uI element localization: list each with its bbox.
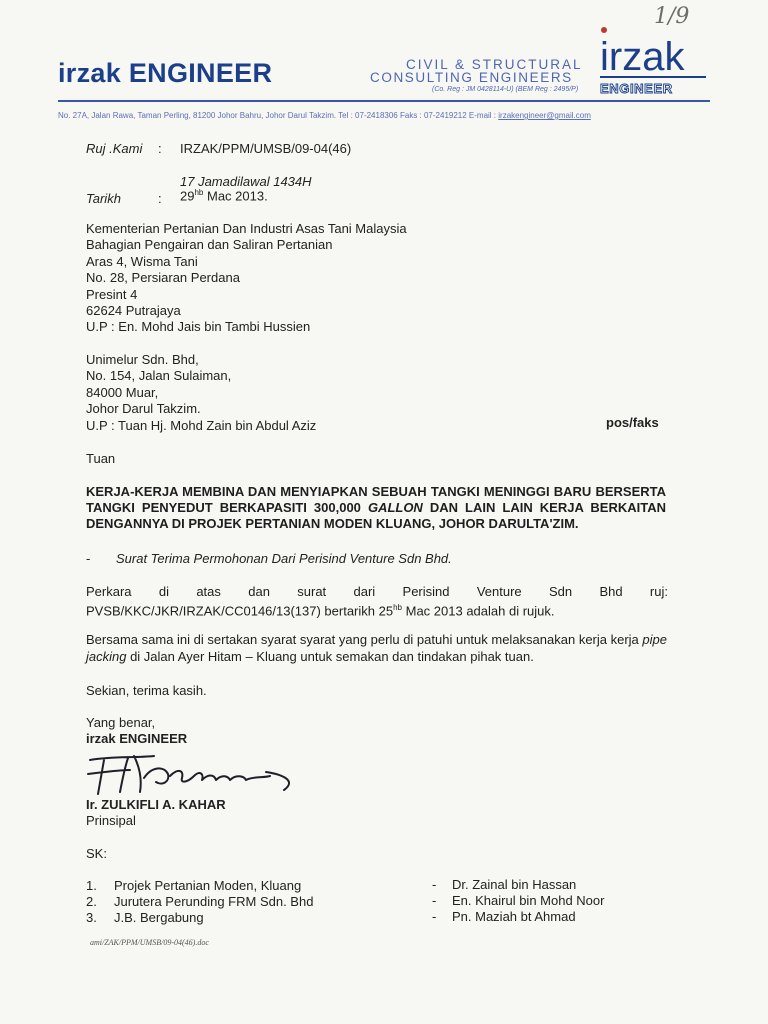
address-line: Presint 4 bbox=[86, 286, 138, 302]
recipient-unimelur bbox=[86, 352, 316, 434]
paragraph-line: PVSB/KKC/JKR/IRZAK/CC0146/13(137) bertarikh $25^{hb}$ Mac 2013 adalah di rujuk. bbox=[86, 603, 555, 619]
cc-item-number: 1. bbox=[86, 878, 97, 893]
letterhead-divider bbox=[58, 100, 710, 102]
cc-label: SK: bbox=[86, 846, 107, 861]
paragraph-line: Perkara di atas dan surat dari Perisind Venture Sdn Bhd ruj: bbox=[86, 584, 668, 599]
logo-text: irzak bbox=[600, 35, 685, 79]
salutation: Tuan bbox=[86, 451, 116, 466]
subject-heading: KERJA-KERJA MEMBINA DAN MENYIAPKAN SEBUAH TANGKI MENINGGI BARU BERSERTA TANGKI PENYEDUT BERKAPASITI 300,000 GALLON DAN LAIN LAIN KERJA BERKAITAN DENGANNYA DI PROJEK PERTANIAN MODEN KLUANG, JOHOR DARULTA'ZIM. bbox=[86, 484, 666, 531]
company-contact: No. 27A, Jalan Rawa, Taman Perling, 81200 Johor Bahru, Johor Darul Takzim. Tel : 07-2418306 Faks : 07-2419212 E-mail : irzakengineer@gmail.com bbox=[58, 111, 591, 120]
address-line: Bahagian Pengairan dan Saliran Pertanian bbox=[86, 237, 333, 253]
address-line: Johor Darul Takzim. bbox=[86, 401, 201, 417]
document-filename: ami/ZAK/PPM/UMSB/09-04(46).doc bbox=[90, 938, 209, 947]
address-line: 84000 Muar, bbox=[86, 384, 159, 400]
date-value: $29^{hb}$ Mac 2013. bbox=[180, 188, 268, 204]
closing-line: Sekian, terima kasih. bbox=[86, 683, 207, 698]
address-line: 62624 Putrajaya bbox=[86, 303, 181, 319]
cc-item-org: Jurutera Perunding FRM Sdn. Bhd bbox=[114, 894, 314, 909]
address-line: Kementerian Pertanian Dan Industri Asas Tani Malaysia bbox=[86, 221, 407, 236]
ref-value: IRZAK/PPM/UMSB/09-04(46) bbox=[180, 141, 352, 156]
cc-item-dash: - bbox=[432, 893, 437, 908]
attention-line: U.P : Tuan Hj. Mohd Zain bin Abdul Aziz bbox=[86, 417, 317, 433]
company-registration: (Co. Reg : JM 0428114-U) (BEM Reg : 2495/P) bbox=[432, 86, 579, 93]
paragraph-attachment: Bersama sama ini di sertakan syarat syarat yang perlu di patuhi untuk melaksanakan kerja kerja pipe jacking di Jalan Ayer Hitam – Kluang untuk semakan dan tindakan pihak tuan. bbox=[86, 632, 667, 664]
cc-item-dash: - bbox=[432, 877, 437, 892]
date-label: Tarikh bbox=[86, 191, 121, 206]
signoff-company: irzak ENGINEER bbox=[86, 731, 188, 746]
address-line: Aras 4, Wisma Tani bbox=[86, 253, 198, 269]
address-line: No. 28, Persiaran Perdana bbox=[86, 270, 240, 286]
cc-item-org: Projek Pertanian Moden, Kluang bbox=[114, 878, 302, 893]
cc-item-number: 2. bbox=[86, 894, 97, 909]
subject-subtitle: Surat Terima Permohonan Dari Perisind Venture Sdn Bhd. bbox=[116, 551, 452, 566]
company-email[interactable]: irzakengineer@gmail.com bbox=[498, 111, 591, 120]
logo-subtext: ENGINEER bbox=[600, 81, 673, 96]
ref-label: Ruj .Kami bbox=[86, 141, 143, 156]
company-name: irzak ENGINEER bbox=[58, 58, 273, 88]
subject-dash: - bbox=[86, 551, 91, 566]
signoff-yours: Yang benar, bbox=[86, 715, 156, 730]
signatory-name: Ir. ZULKIFLI A. KAHAR bbox=[86, 797, 226, 812]
ref-colon: : bbox=[158, 141, 162, 156]
cc-item-person: Pn. Maziah bt Ahmad bbox=[452, 909, 576, 924]
cc-item-org: J.B. Bergabung bbox=[114, 910, 204, 925]
date-colon: : bbox=[158, 191, 162, 206]
recipient-ministry bbox=[86, 221, 407, 336]
signatory-title: Prinsipal bbox=[86, 813, 136, 828]
attention-line: U.P : En. Mohd Jais bin Tambi Hussien bbox=[86, 319, 311, 335]
address-line: Unimelur Sdn. Bhd, bbox=[86, 352, 199, 367]
paragraph-reference bbox=[86, 583, 668, 619]
cc-item-dash: - bbox=[432, 909, 437, 924]
cc-item-person: Dr. Zainal bin Hassan bbox=[452, 877, 577, 892]
company-line1: CIVIL & STRUCTURAL bbox=[406, 57, 583, 72]
company-logo bbox=[600, 26, 710, 100]
delivery-method: pos/faks bbox=[606, 415, 659, 430]
company-line2: CONSULTING ENGINEERS bbox=[370, 70, 573, 85]
cc-item-number: 3. bbox=[86, 910, 97, 925]
date-hijri: 17 Jamadilawal 1434H bbox=[180, 174, 312, 189]
cc-item-person: En. Khairul bin Mohd Noor bbox=[452, 893, 605, 908]
address-line: No. 154, Jalan Sulaiman, bbox=[86, 368, 232, 384]
page-mark: 1/9 bbox=[654, 4, 690, 29]
